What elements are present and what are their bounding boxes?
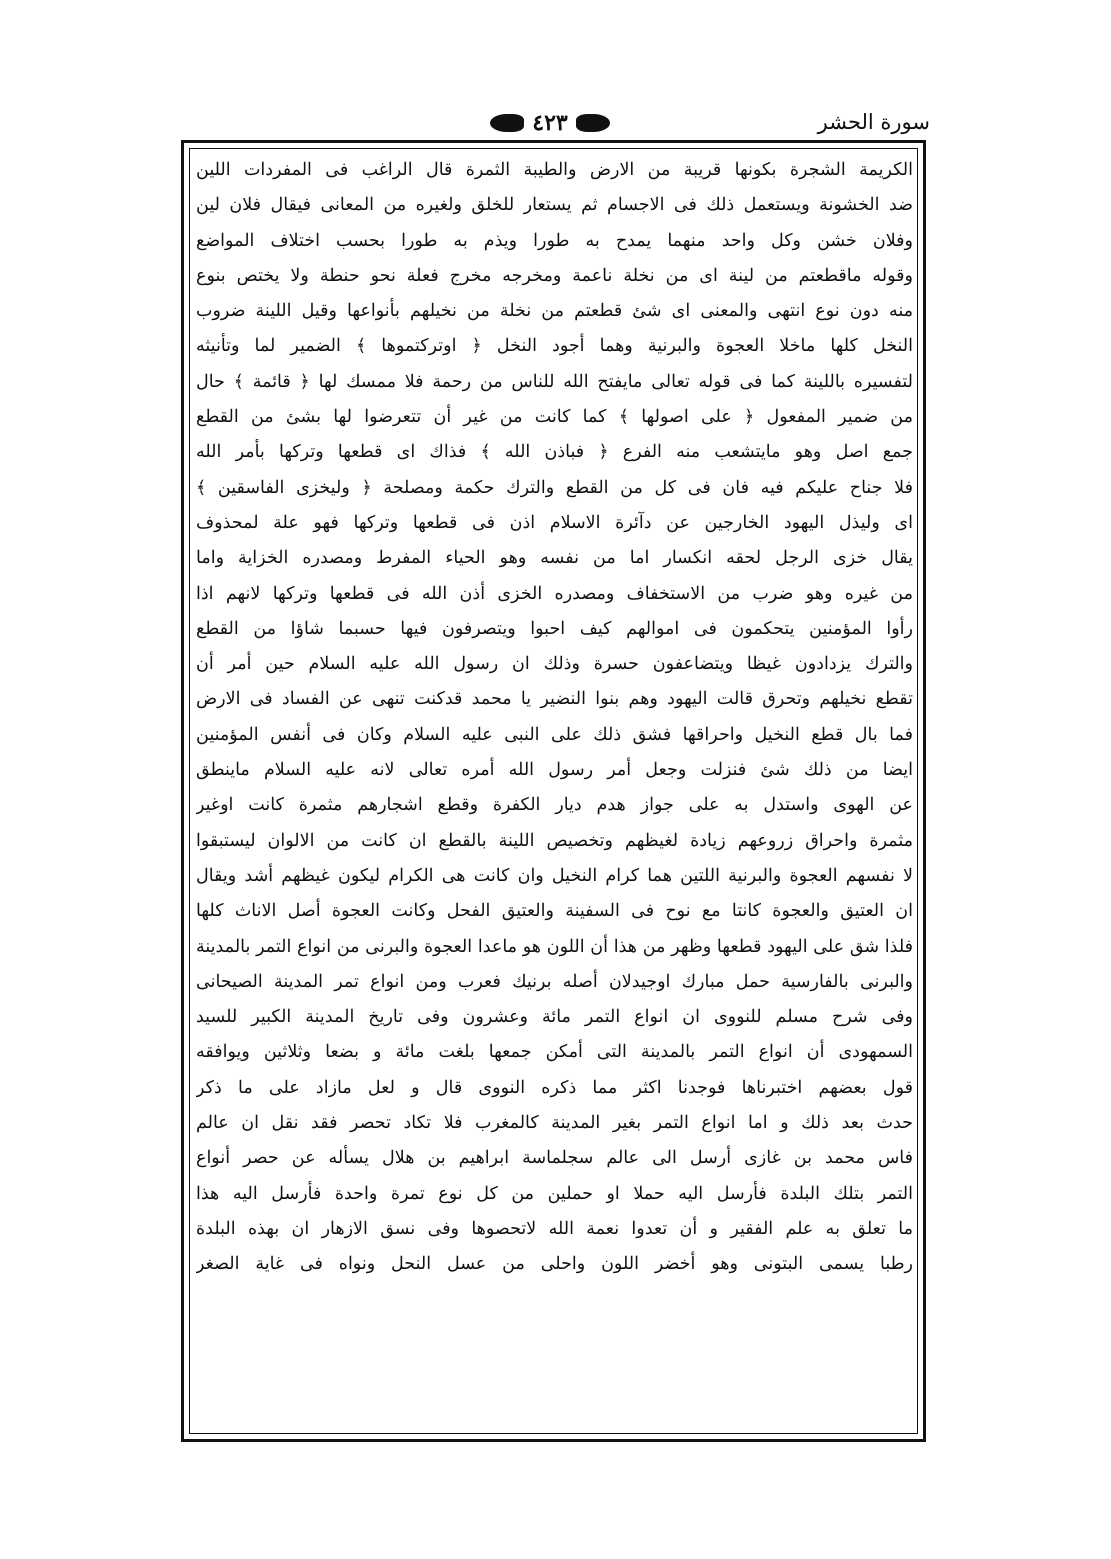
text-line: ايضا من ذلك شئ فنزلت وجعل أمر رسول الله أمره تعالى لانه عليه السلام ماينطق: [196, 760, 913, 781]
text-line: ضد الخشونة ويستعمل ذلك فى الاجسام ثم يستعار للخلق ولغيره من المعانى فيقال فلان لين: [196, 195, 913, 216]
page-number-ornament: [480, 108, 620, 138]
text-line: عن الهوى واستدل به على جواز هدم ديار الكفرة وقطع اشجارهم مثمرة كانت اوغير: [196, 795, 913, 816]
text-line: فلا جناح عليكم فيه فان فى كل من القطع والترك حكمة ومصلحة ﴿ وليخزى الفاسقين ﴾: [196, 477, 913, 498]
text-line: وفى شرح مسلم للنووى ان انواع التمر مائة وعشرون وفى تاريخ المدينة الكبير للسيد: [196, 1007, 913, 1028]
text-line: وقوله ماقطعتم من لينة اى من نخلة ناعمة ومخرجه مخرج فعلة نحو حنطة ولا يختص بنوع: [196, 265, 913, 286]
right-ornament-icon: [576, 114, 610, 132]
text-line: مثمرة واحراق زروعهم زيادة لغيظهم وتخصيص اللينة بالقطع ان كانت من الالوان ليستبقوا: [196, 830, 913, 851]
surah-name: سورة الحشر: [817, 110, 930, 134]
text-line: التمر بتلك البلدة فأرسل اليه حملا او حملين من كل نوع تمرة واحدة فأرسل اليه هذا: [196, 1183, 913, 1204]
text-line: منه دون نوع انتهى والمعنى اى شئ قطعتم من نخلة من نخيلهم بأنواعها وقيل اللينة ضروب: [196, 301, 913, 322]
text-line: الكريمة الشجرة بكونها قريبة من الارض والطيبة الثمرة قال الراغب فى المفردات اللين: [196, 160, 913, 180]
text-line: لتفسيره باللينة كما فى قوله تعالى مايفتح الله للناس من رحمة فلا ممسك لها ﴿ قائمة ﴾ حال: [196, 371, 913, 392]
text-line: جمع اصل وهو مايتشعب منه الفرع ﴿ فباذن الله ﴾ فذاك اى قطعها وتركها بأمر الله: [196, 442, 913, 463]
text-line: فلذا شق على اليهود قطعها وظهر من هذا أن اللون هو ماعدا العجوة والبرنى من انواع التمر بالمدينة: [196, 936, 913, 957]
text-line: من غيره وهو ضرب من الاستخفاف ومصدره الخزى أذن الله فى قطعها وتركها لانهم اذا: [196, 583, 913, 604]
text-line: وفلان خشن وكل واحد منهما يمدح به طورا ويذم به طورا بحسب اختلاف المواضع: [196, 230, 913, 251]
text-line: لا نفسهم العجوة والبرنية اللتين هما كرام النخيل وان كانت هى الكرام ليكون غيظهم أشد ويقال: [196, 865, 913, 886]
text-line: السمهودى أن انواع التمر بالمدينة التى أمكن جمعها بلغت مائة و بضعا وثلاثين ويوافقه: [196, 1042, 913, 1063]
text-line: النخل كلها ماخلا العجوة والبرنية وهما أجود النخل ﴿ اوتركتموها ﴾ الضمير لما وتأنيثه: [196, 336, 913, 357]
body-text: [196, 153, 913, 1283]
text-line: قول بعضهم اختبرناها فوجدنا اكثر مما ذكره النووى قال و لعل مازاد على ما ذكر: [196, 1077, 913, 1098]
left-ornament-icon: [490, 114, 524, 132]
text-line: حدث بعد ذلك و اما انواع التمر بغير المدينة كالمغرب فلا تكاد تحصر فقد نقل ان عالم: [196, 1113, 913, 1134]
text-line: ما تعلق به علم الفقير و أن تعدوا نعمة الله لاتحصوها وفى نسق الازهار ان بهذه البلدة: [196, 1218, 913, 1239]
text-line: فما بال قطع النخيل واحراقها فشق ذلك على النبى عليه السلام وكان فى أنفس المؤمنين: [196, 724, 913, 745]
text-line: من ضمير المفعول ﴿ على اصولها ﴾ كما كانت من غير أن تتعرضوا لها بشئ من القطع: [196, 407, 913, 428]
text-frame: [181, 140, 926, 1442]
text-line: رأوا المؤمنين يتحكمون فى اموالهم كيف احبوا ويتصرفون فيها حسبما شاؤا من القطع: [196, 618, 913, 639]
text-line: ان العتيق والعجوة كانتا مع نوح فى السفينة والعتيق الفحل وكانت العجوة أصل الاناث كلها: [196, 901, 913, 922]
text-line: والترك يزدادون غيظا ويتضاعفون حسرة وذلك ان رسول الله عليه السلام حين أمر أن: [196, 654, 913, 675]
text-line: فاس محمد بن غازى أرسل الى عالم سجلماسة ابراهيم بن هلال يسأله عن حصر أنواع: [196, 1148, 913, 1169]
text-line: اى وليذل اليهود الخارجين عن دآئرة الاسلام اذن فى قطعها وتركها فهو علة لمحذوف: [196, 512, 913, 533]
page-header: [180, 104, 930, 140]
text-line: تقطع نخيلهم وتحرق قالت اليهود وهم بنوا النضير يا محمد قدكنت تنهى عن الفساد فى الارض: [196, 689, 913, 710]
text-line: رطبا يسمى البتونى وهو أخضر اللون واحلى من عسل النحل ونواه فى غاية الصغر: [196, 1254, 913, 1275]
text-line: والبرنى بالفارسية حمل مبارك اوجيدلان أصله برنيك فعرب ومن انواع تمر المدينة الصيحانى: [196, 971, 913, 992]
page-number: ٤٢٣: [532, 110, 568, 136]
text-line: يقال خزى الرجل لحقه انكسار اما من نفسه وهو الحياء المفرط ومصدره الخزاية واما: [196, 548, 913, 569]
